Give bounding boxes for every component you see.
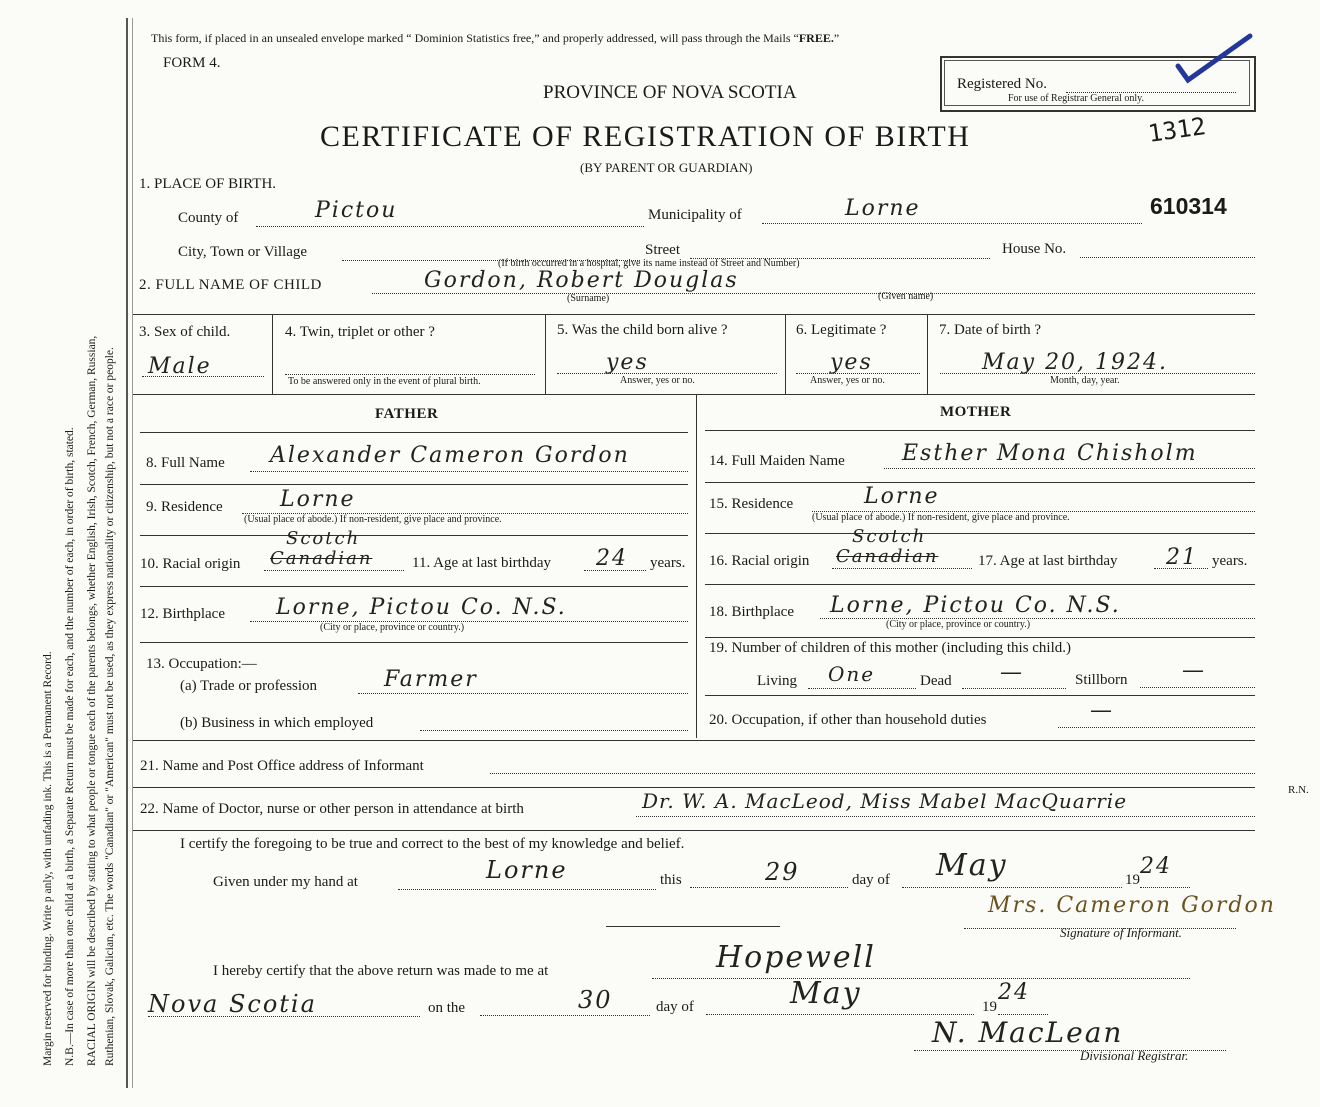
county-line <box>256 226 644 227</box>
father-business-line <box>420 730 688 731</box>
registrar-text: I hereby certify that the above return was made to me at <box>213 963 549 979</box>
county-value: Pictou <box>315 198 398 223</box>
year-value: 24 <box>1140 854 1172 879</box>
twin-label: 4. Twin, triplet or other ? <box>285 324 435 340</box>
dob-note: Month, day, year. <box>1050 375 1120 386</box>
municipality-label: Municipality of <box>648 207 742 223</box>
alive-note: Answer, yes or no. <box>620 375 695 386</box>
house-label: House No. <box>1002 241 1067 257</box>
reg-month-line <box>706 1014 974 1015</box>
mother-rule <box>705 533 1255 534</box>
father-business-label: (b) Business in which employed <box>180 715 374 731</box>
father-residence-value: Lorne <box>280 487 356 512</box>
parents-divider <box>696 394 697 738</box>
sex-value: Male <box>148 354 212 379</box>
certificate-subtitle: (BY PARENT OR GUARDIAN) <box>580 160 753 175</box>
father-trade-label: (a) Trade or profession <box>180 678 318 694</box>
father-birthplace-line <box>250 621 688 622</box>
section-rule <box>133 830 1255 831</box>
reg-year-value: 24 <box>998 980 1030 1005</box>
sex-label: 3. Sex of child. <box>139 324 231 340</box>
given-label: Given under my hand at <box>213 874 358 890</box>
mother-racial-struck: Canadian <box>836 546 939 567</box>
house-line <box>1080 257 1255 258</box>
dead-label: Dead <box>920 673 952 689</box>
col-divider <box>785 314 786 394</box>
city-label: City, Town or Village <box>178 244 308 260</box>
father-rule <box>140 535 688 536</box>
twin-note: To be answered only in the event of plural birth. <box>288 376 481 387</box>
father-rule <box>140 432 688 433</box>
col-divider <box>272 314 273 394</box>
mail-notice: This form, if placed in an unsealed envelope marked “ Dominion Statistics free,” and properly addressed, will pass through the Mails “FREE.” <box>151 31 840 45</box>
col-divider <box>545 314 546 394</box>
month-value: May <box>936 848 1008 883</box>
given-place-value: Lorne <box>486 856 568 884</box>
mother-age-value: 21 <box>1166 545 1198 570</box>
registrar-place-line <box>652 978 1190 979</box>
registrar-signature-label: Divisional Registrar. <box>1080 1048 1189 1063</box>
row-top-rule <box>133 314 1255 315</box>
father-trade-value: Farmer <box>384 667 478 692</box>
margin-note-3: RACIAL ORIGIN will be described by stating to what people or tongue each of the parents belongs, whether English, Irish, Scotch, French, German, Russian, <box>86 335 98 1066</box>
county-label: County of <box>178 210 239 226</box>
margin-note-1: Margin reserved for binding. Write p anly, with unfading ink. This is a Permanent Record. <box>42 651 54 1066</box>
living-line <box>808 688 916 689</box>
mother-birthplace-label: 18. Birthplace <box>709 604 794 620</box>
father-trade-line <box>358 693 688 694</box>
registrar-signature: N. MacLean <box>932 1016 1124 1049</box>
year-prefix: 19 <box>1125 872 1140 888</box>
living-label: Living <box>757 673 797 689</box>
check-mark-icon <box>1170 30 1260 90</box>
certificate-title: CERTIFICATE OF REGISTRATION OF BIRTH <box>320 120 971 153</box>
year-line <box>1140 887 1190 888</box>
legitimate-note: Answer, yes or no. <box>810 375 885 386</box>
child-name-value: Gordon, Robert Douglas <box>424 268 739 293</box>
registrar-place: Hopewell <box>716 940 876 975</box>
father-racial-label: 10. Racial origin <box>140 556 241 572</box>
reg-month-value: May <box>790 976 862 1011</box>
this-label: this <box>660 872 682 888</box>
certify-text: I certify the foregoing to be true and correct to the best of my knowledge and belief. <box>180 836 685 852</box>
mother-occupation-value: — <box>1090 698 1114 723</box>
father-residence-note: (Usual place of abode.) If non-resident, give place and province. <box>244 514 502 525</box>
margin-note-2: N.B.—In case of more than one child at a birth, a Separate Return must be made for each, and the number of each, in order of birth, stated. <box>64 427 76 1066</box>
reg-day-value: 30 <box>578 986 613 1014</box>
dob-line <box>940 373 1255 374</box>
informant-signature-label: Signature of Informant. <box>1060 925 1182 940</box>
father-age-unit: years. <box>650 555 686 571</box>
doctor-suffix: R.N. <box>1288 784 1309 796</box>
stillborn-line <box>1140 687 1255 688</box>
mother-name-value: Esther Mona Chisholm <box>902 441 1198 466</box>
informant-line <box>490 773 1255 774</box>
seal-rule <box>606 926 780 927</box>
given-name-note: (Given name) <box>878 291 934 302</box>
municipality-line <box>762 223 1142 224</box>
mother-birthplace-value: Lorne, Pictou Co. N.S. <box>830 593 1121 618</box>
province-heading: PROVINCE OF NOVA SCOTIA <box>543 82 797 103</box>
binding-margin-line <box>126 18 128 1088</box>
father-rule <box>140 484 688 485</box>
legitimate-label: 6. Legitimate ? <box>796 322 887 338</box>
reg-day-of-label: day of <box>656 999 694 1015</box>
father-birthplace-note: (City or place, province or country.) <box>320 622 465 633</box>
handwritten-number: 1312 <box>1146 112 1208 148</box>
mother-residence-value: Lorne <box>864 484 940 509</box>
mother-rule <box>705 482 1255 483</box>
informant-signature: Mrs. Cameron Gordon <box>988 893 1276 918</box>
month-line <box>902 887 1122 888</box>
sex-line <box>142 376 264 377</box>
municipality-value: Lorne <box>845 196 921 221</box>
mother-age-line <box>1154 568 1208 569</box>
given-place-line <box>398 889 656 890</box>
reg-year-line <box>998 1014 1048 1015</box>
registered-note: For use of Registrar General only. <box>1008 93 1144 104</box>
doctor-value: Dr. W. A. MacLeod, Miss Mabel MacQuarrie <box>642 789 1128 813</box>
informant-label: 21. Name and Post Office address of Informant <box>140 758 424 774</box>
father-birthplace-value: Lorne, Pictou Co. N.S. <box>276 595 567 620</box>
father-heading: FATHER <box>375 406 439 422</box>
mother-racial-label: 16. Racial origin <box>709 553 810 569</box>
day-of-label: day of <box>852 872 890 888</box>
margin-note-4: Ruthenian, Slovak, Galician, etc. The words "Canadian" or "American" must not be used, as they express nationality or citizenship, but not a race or people. <box>104 347 116 1066</box>
father-birthplace-label: 12. Birthplace <box>140 606 225 622</box>
mother-age-label: 17. Age at last birthday <box>978 553 1118 569</box>
mother-heading: MOTHER <box>940 404 1012 420</box>
alive-value: yes <box>606 350 649 375</box>
father-age-line <box>584 570 646 571</box>
stamp-number: 610314 <box>1150 193 1227 219</box>
registrar-place2-line <box>148 1016 420 1017</box>
mother-name-label: 14. Full Maiden Name <box>709 453 845 469</box>
dead-value: — <box>1000 660 1024 685</box>
reg-year-prefix: 19 <box>982 999 997 1015</box>
mother-birthplace-note: (City or place, province or country.) <box>886 619 1031 630</box>
twin-line <box>285 374 535 375</box>
street-label: Street <box>645 242 680 258</box>
child-name-line <box>372 293 1255 294</box>
mother-residence-label: 15. Residence <box>709 496 794 512</box>
day-value: 29 <box>765 858 800 886</box>
row-bottom-rule <box>133 394 1255 395</box>
child-name-label: 2. FULL NAME OF CHILD <box>139 277 322 293</box>
father-name-value: Alexander Cameron Gordon <box>270 443 630 468</box>
dead-line <box>962 688 1066 689</box>
mother-racial-line <box>832 568 972 569</box>
on-the-label: on the <box>428 1000 466 1016</box>
mother-rule <box>705 430 1255 431</box>
doctor-label: 22. Name of Doctor, nurse or other person in attendance at birth <box>140 801 524 817</box>
father-rule <box>140 586 688 587</box>
place-of-birth-heading: 1. PLACE OF BIRTH. <box>139 176 277 192</box>
living-value: One <box>828 662 876 686</box>
mother-rule <box>705 584 1255 585</box>
mother-name-line <box>884 468 1255 469</box>
section-rule <box>133 787 1255 788</box>
section-rule <box>133 740 1255 741</box>
father-racial-line <box>264 570 404 571</box>
father-occupation-label: 13. Occupation:— <box>146 656 257 672</box>
stillborn-label: Stillborn <box>1075 672 1128 688</box>
hospital-note: (If birth occurred in a hospital, give its name instead of Street and Number) <box>498 258 800 269</box>
alive-label: 5. Was the child born alive ? <box>557 322 728 338</box>
col-divider <box>927 314 928 394</box>
legitimate-value: yes <box>830 350 873 375</box>
father-racial-struck: Canadian <box>270 548 373 569</box>
day-line <box>690 887 848 888</box>
dob-label: 7. Date of birth ? <box>939 322 1042 338</box>
reg-day-line <box>480 1015 650 1016</box>
father-name-line <box>250 471 688 472</box>
mother-occupation-label: 20. Occupation, if other than household duties <box>709 712 987 728</box>
binding-margin-line-inner <box>132 18 133 1088</box>
surname-note: (Surname) <box>567 293 610 304</box>
father-name-label: 8. Full Name <box>146 455 225 471</box>
father-racial-value: Scotch <box>286 528 361 549</box>
mother-occupation-line <box>1058 727 1255 728</box>
doctor-line <box>636 816 1255 817</box>
mother-residence-note: (Usual place of abode.) If non-resident, give place and province. <box>812 512 1070 523</box>
form-number: FORM 4. <box>163 55 221 71</box>
mother-rule <box>705 695 1255 696</box>
father-rule <box>140 642 688 643</box>
father-age-label: 11. Age at last birthday <box>412 555 551 571</box>
registered-label: Registered No. <box>957 76 1047 92</box>
father-residence-label: 9. Residence <box>146 499 223 515</box>
dob-value: May 20, 1924. <box>982 350 1169 375</box>
mother-racial-value: Scotch <box>852 526 927 547</box>
alive-line <box>557 373 777 374</box>
stillborn-value: — <box>1182 658 1206 683</box>
registrar-place-2: Nova Scotia <box>148 990 317 1018</box>
mother-rule <box>705 637 1255 638</box>
mother-age-unit: years. <box>1212 553 1248 569</box>
legitimate-line <box>796 373 920 374</box>
father-age-value: 24 <box>596 546 628 571</box>
mother-children-label: 19. Number of children of this mother (including this child.) <box>709 640 1072 656</box>
